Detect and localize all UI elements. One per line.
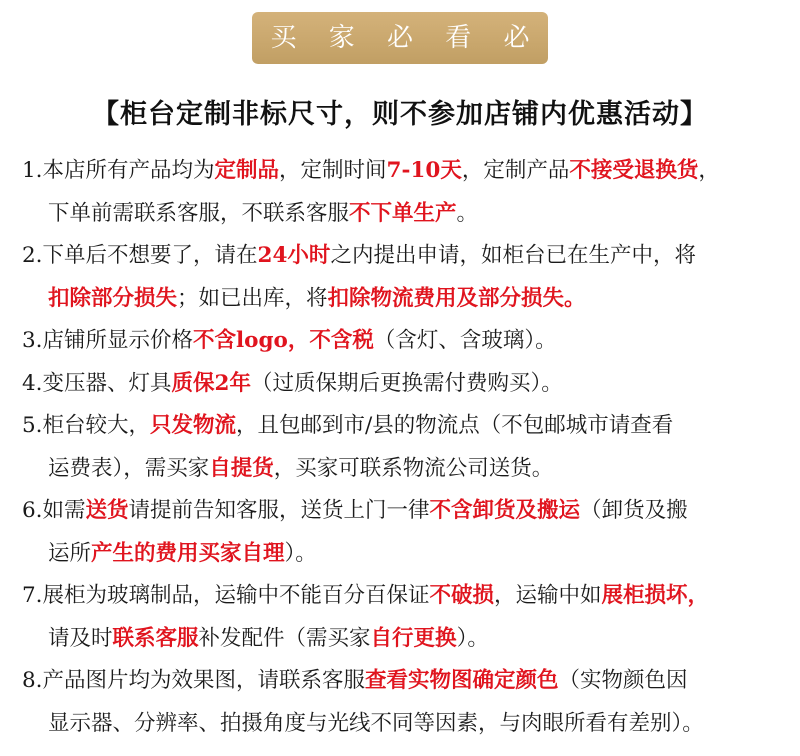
highlight-text: 不下单生产 [349,200,457,226]
note-item [22,490,792,575]
subtitle-notice: 【柜台定制非标尺寸，则不参加店铺内优惠活动】 [92,99,708,130]
highlight-text: 自提货 [209,455,274,481]
highlight-text: 不接受退换货 [569,158,699,183]
note-item [22,363,792,406]
highlight-text: 自行更换 [370,625,457,651]
highlight-text: 不含logo，不含税 [193,328,374,353]
note-text: 1.本店所有产品均为 [22,158,215,183]
note-text: 2.下单后不想要了，请在 [22,243,258,268]
note-line [22,405,792,448]
highlight-text: 24小时 [257,243,331,268]
highlight-text: 送货 [85,498,129,523]
note-line [22,193,792,236]
note-text: ，且包邮到市/县的物流点（不包邮城市请查看 [236,413,674,438]
note-line [22,660,792,703]
highlight-text: 7-10天 [386,158,462,183]
note-text: ）。 [456,625,489,651]
note-text: 下单前需联系客服，不联系客服 [48,200,350,226]
note-item [22,575,792,660]
note-text: 7.展柜为玻璃制品，运输中不能百分百保证 [22,583,430,608]
highlight-text: 查看实物图确定颜色 [365,668,559,693]
note-text: （卸货及搬 [580,498,688,523]
note-line [22,363,792,406]
title-banner [0,12,800,105]
note-text: 之内提出申请，如柜台已在生产中，将 [330,243,696,268]
highlight-text: 展柜损坏， [601,583,710,608]
note-line [22,320,792,363]
note-text: （过质保期后更换需付费购买）。 [250,370,563,396]
note-text: 3.店铺所显示价格 [22,328,194,353]
note-line [22,448,792,491]
note-text: ，买家可联系物流公司送货。 [273,455,554,481]
note-text: 请提前告知客服，送货上门一律 [128,498,430,523]
note-text: ）。 [284,540,317,566]
note-item [22,150,792,235]
note-line [22,150,792,193]
note-text: 8.产品图片均为效果图，请联系客服 [22,668,366,693]
note-item [22,405,792,490]
highlight-text: 质保2年 [171,370,251,396]
note-text: ，定制产品 [461,158,570,183]
highlight-text: 定制品 [214,158,280,183]
highlight-text: 扣除物流费用及部分损失。 [327,285,586,311]
page-title: 买 家 必 看 必 读 [252,12,548,64]
note-text: 。 [456,200,479,226]
note-item [22,660,792,745]
note-text: 6.如需 [22,498,86,523]
highlight-text: 不含卸货及搬运 [429,498,581,523]
note-text: 5.柜台较大， [22,413,151,438]
highlight-text: 联系客服 [112,625,199,651]
notes-list [22,150,792,745]
note-text: 请及时 [48,625,113,651]
note-text: （实物颜色因 [558,668,688,693]
note-item [22,235,792,320]
note-text: ， [698,158,720,183]
note-line [22,235,792,278]
note-text: 运所 [48,540,92,566]
note-text: ，定制时间 [279,158,387,183]
highlight-text: 不破损 [429,583,495,608]
note-text: （含灯、含玻璃）。 [373,328,557,353]
note-line [22,533,792,576]
note-line [22,618,792,661]
note-line [22,278,792,321]
note-line [22,575,792,618]
note-text: ；如已出库，将 [177,285,328,311]
note-text: 4.变压器、灯具 [22,370,172,396]
note-text: 补发配件（需买家 [198,625,371,651]
highlight-text: 产生的费用买家自理 [91,540,285,566]
highlight-text: 扣除部分损失 [48,285,178,311]
note-text: 显示器、分辨率、拍摄角度与光线不同等因素，与肉眼所看有差别）。 [48,710,704,736]
note-line [22,703,792,746]
note-item [22,320,792,363]
note-line [22,490,792,533]
note-text: ，运输中如 [494,583,602,608]
highlight-text: 只发物流 [150,413,237,438]
note-text: 运费表），需买家 [48,455,210,481]
